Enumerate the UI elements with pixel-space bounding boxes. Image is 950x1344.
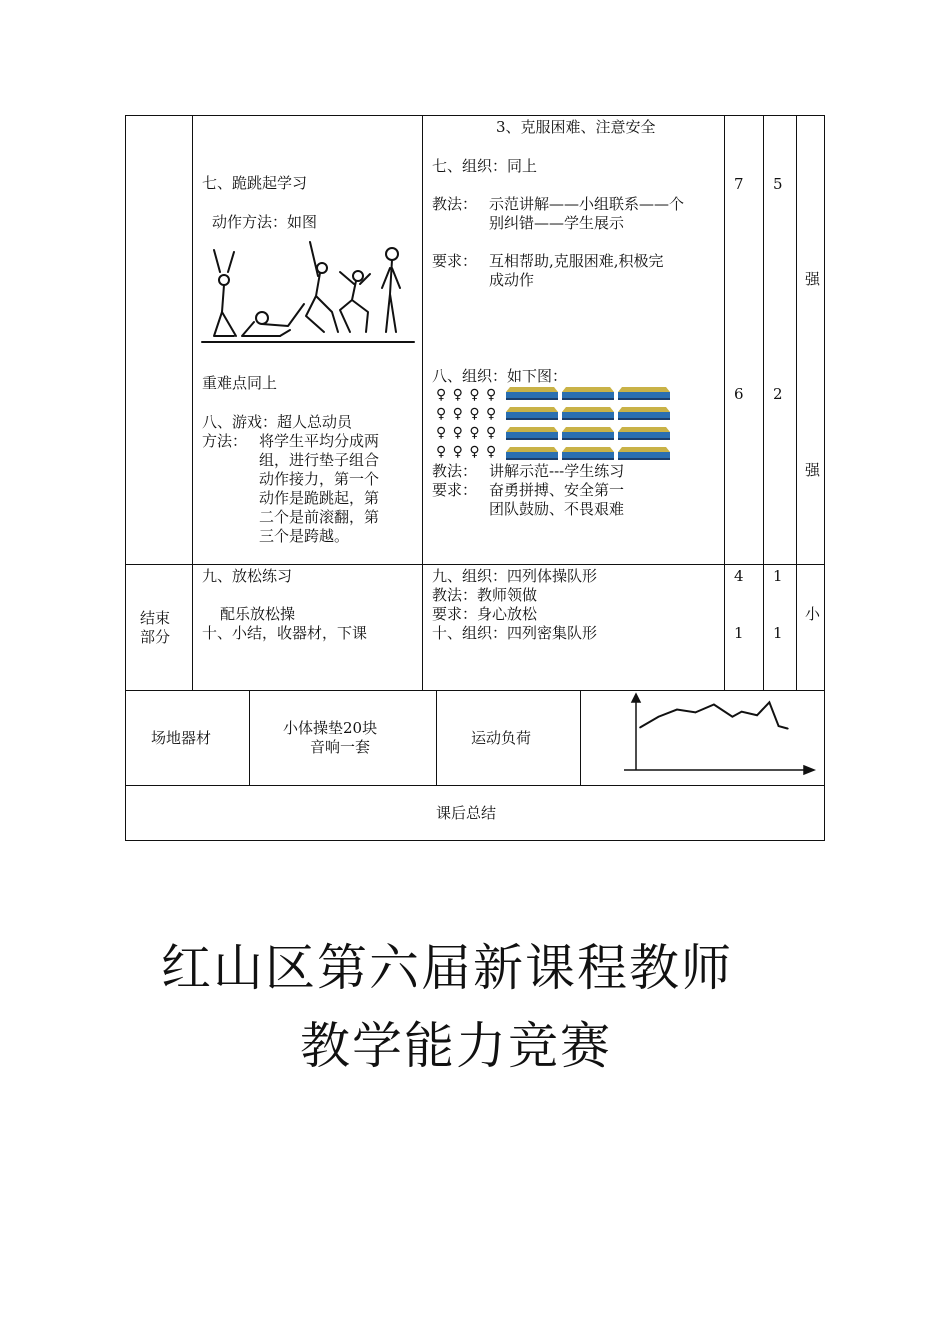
org-method-text: 示范讲解——小组联系——个 — [489, 195, 685, 213]
activity-key-points: 重难点同上 — [202, 374, 278, 392]
end-org-line: 十、组织：四列密集队形 — [432, 624, 598, 642]
student-row: ♀ ♀ ♀ ♀ — [436, 444, 498, 460]
load-point — [639, 727, 641, 729]
exercise-load-chart — [584, 692, 820, 784]
activity-method-line: 组，进行垫子组合 — [259, 451, 380, 469]
equipment-items: 小体操垫20块 — [283, 719, 378, 737]
end-activity-relax: 九、放松练习 — [202, 567, 293, 585]
load-point — [741, 711, 743, 713]
count-value: 5 — [773, 175, 783, 193]
equipment-label: 场地器材 — [151, 729, 212, 747]
activity-method-line: 动作接力，第一个 — [259, 470, 380, 488]
mat-grid — [506, 387, 676, 463]
activity-game: 八、游戏：超人总动员 — [202, 413, 353, 431]
org-method-label: 教法： — [432, 195, 478, 213]
page-title-line1: 红山区第六届新课程教师 — [161, 939, 733, 997]
count-value: 1 — [773, 624, 783, 642]
load-point — [713, 704, 715, 706]
load-point — [769, 702, 771, 704]
time-value: 4 — [734, 567, 744, 585]
intensity-value: 小 — [805, 605, 821, 623]
activity-method: 动作方法：如图 — [212, 213, 318, 231]
section-label-end: 结束 — [140, 609, 171, 627]
time-value: 6 — [734, 385, 744, 403]
x-axis-arrow — [804, 766, 814, 774]
equipment-items: 音响一套 — [310, 738, 371, 756]
student-row: ♀ ♀ ♀ ♀ — [436, 425, 498, 441]
activity-method-line: 二个是前滚翻，第 — [259, 508, 380, 526]
org-heading-7: 七、组织：同上 — [432, 157, 538, 175]
org-requirement2-text: 奋勇拼搏、安全第一 — [489, 481, 625, 499]
org-requirement-label: 要求： — [432, 252, 478, 270]
load-point — [676, 709, 678, 711]
load-point — [756, 714, 758, 716]
load-point — [778, 725, 780, 727]
org-method-text: 别纠错——学生展示 — [489, 214, 625, 232]
org-requirement-text: 成动作 — [489, 271, 535, 289]
load-point — [732, 716, 734, 718]
org-requirement2-label: 要求： — [432, 481, 478, 499]
org-method2-label: 教法： — [432, 462, 478, 480]
exercise-load-label: 运动负荷 — [471, 729, 532, 747]
summary-label: 课后总结 — [436, 804, 497, 822]
end-org-line: 要求：身心放松 — [432, 605, 538, 623]
load-line — [640, 702, 788, 728]
count-value: 1 — [773, 567, 783, 585]
activity-heading-kneel-jump: 七、跪跳起学习 — [202, 174, 308, 192]
count-value: 2 — [773, 385, 783, 403]
student-row: ♀ ♀ ♀ ♀ — [436, 387, 498, 403]
activity-method-label: 方法： — [202, 432, 248, 450]
org-requirement-text: 互相帮助,克服困难,积极完 — [489, 252, 664, 270]
time-value: 7 — [734, 175, 744, 193]
section-label-end: 部分 — [140, 628, 171, 646]
activity-method-line: 三个是跨越。 — [259, 527, 350, 545]
y-axis-arrow — [632, 694, 640, 702]
end-activity-summary: 十、小结，收器材，下课 — [202, 624, 368, 642]
page-title-line2: 教学能力竞赛 — [300, 1017, 612, 1075]
org-method2-text: 讲解示范---学生练习 — [489, 462, 625, 480]
intensity-value: 强 — [805, 270, 821, 288]
student-row: ♀ ♀ ♀ ♀ — [436, 406, 498, 422]
activity-method-line: 动作是跪跳起，第 — [259, 489, 380, 507]
end-org-line: 教法：教师领做 — [432, 586, 538, 604]
load-point — [787, 728, 789, 730]
end-org-line: 九、组织：四列体操队形 — [432, 567, 598, 585]
time-value: 1 — [734, 624, 744, 642]
org-requirement2-text: 团队鼓励、不畏艰难 — [489, 500, 625, 518]
org-safety: 3、克服困难、注意安全 — [496, 118, 656, 136]
kneel-jump-figure — [200, 232, 416, 346]
load-point — [658, 716, 660, 718]
org-heading-8: 八、组织：如下图： — [432, 367, 568, 385]
load-point — [695, 712, 697, 714]
intensity-value: 强 — [805, 461, 821, 479]
end-activity-music: 配乐放松操 — [220, 605, 296, 623]
activity-method-line: 将学生平均分成两 — [259, 432, 380, 450]
